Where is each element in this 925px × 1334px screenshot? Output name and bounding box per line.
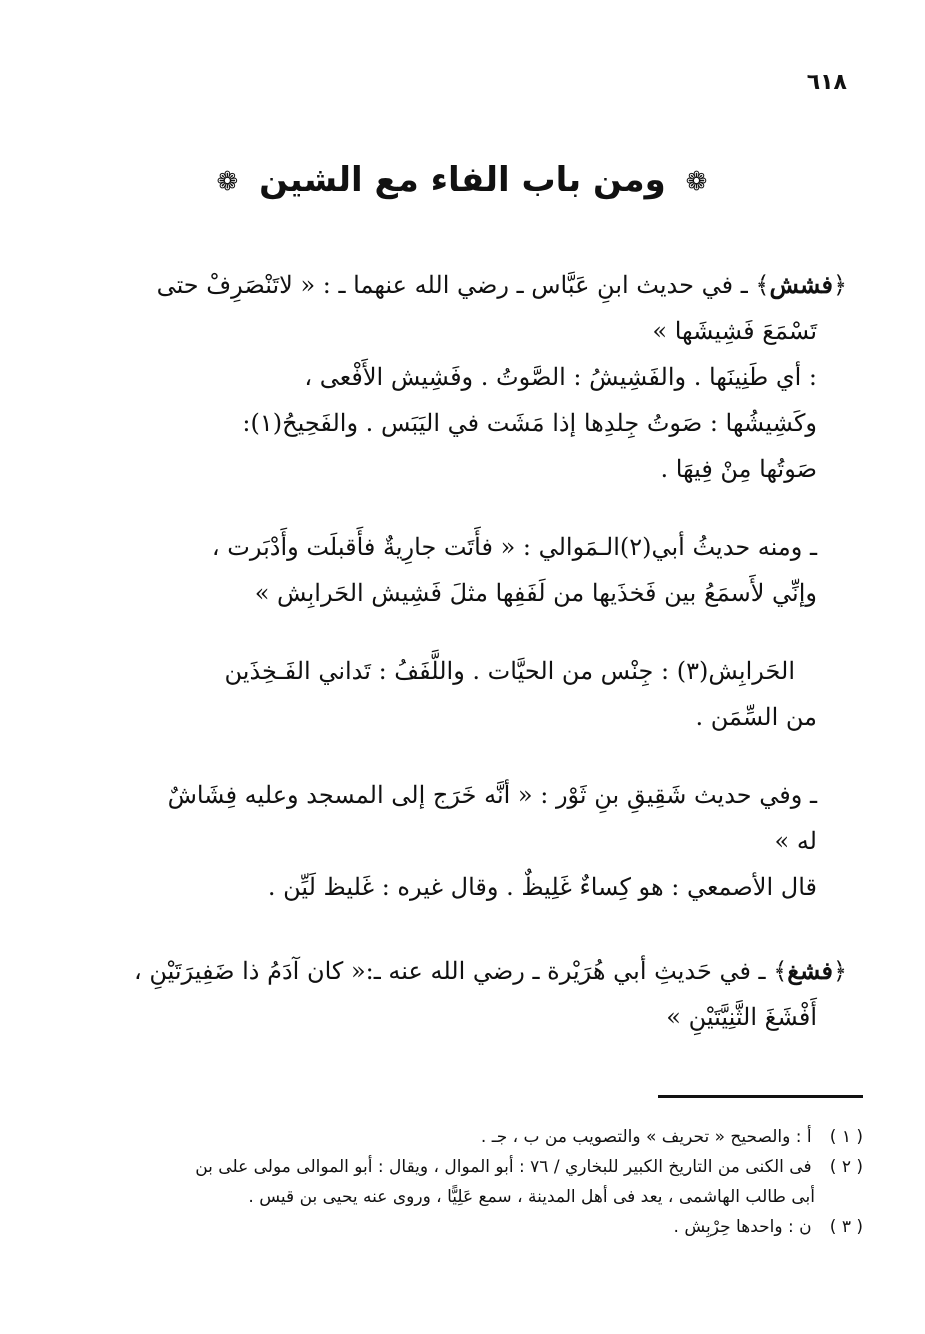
footnote-continuation: أبى طالب الهاشمى ، يعد فى أهل المدينة ، سمع عَلِيًّا ، وروى عنه يحيى بن قيس . bbox=[248, 1187, 815, 1207]
entry-line: ـ ومنه حديثُ أبي(٢)الـمَوالي : « فأَتَت جارِيةٌ فأَقبلَت وأَدْبَرت ، bbox=[211, 533, 817, 561]
entry-line: صَوتُها مِنْ فِيهَا . bbox=[660, 455, 817, 483]
footnote-text: ن : واحدها حِرْبِش . bbox=[673, 1217, 812, 1237]
footnote-number: ( ٢ ) bbox=[829, 1157, 863, 1177]
entry-line: من السِّمَن . bbox=[695, 703, 817, 731]
entry-line: : أي طَنِينَها . والفَشِيشُ : الصَّوتُ . وفَشِيش الأَفْعى ، bbox=[304, 363, 817, 391]
entry-line: له » bbox=[774, 827, 817, 855]
entry-line: الحَرابِش(٣) : جِنْس من الحيَّات . واللَّفَفُ : تَداني الفَـخِذَين bbox=[224, 657, 795, 685]
ornament-right-icon: ❁ bbox=[685, 166, 709, 197]
footnote-number: ( ٣ ) bbox=[829, 1217, 863, 1237]
entry-line bbox=[87, 948, 847, 994]
entry-alharabish bbox=[87, 648, 847, 740]
footnote-text: فى الكنى من التاريخ الكبير للبخاري / ٧٦ : أبو الموال ، ويقال : أبو الموالى مولى على بن bbox=[195, 1157, 812, 1177]
entry-text: ـ في حديث ابنِ عَبَّاس ـ رضي الله عنهما ـ : « لاتَنْصَرِفْ حتى bbox=[156, 271, 748, 299]
entry-line: تَسْمَعَ فَشِيشَها » bbox=[652, 317, 817, 345]
entry-fashgh bbox=[87, 948, 847, 1040]
entry-shaqiq bbox=[87, 772, 847, 910]
ornament-left-icon: ❁ bbox=[216, 166, 240, 197]
entry-text: ـ في حَديثِ أبي هُرَيْرة ـ رضي الله عنه ـ:« كان آدَمُ ذا ضَفِيرَتَيْنِ ، bbox=[133, 957, 766, 985]
headword: ﴿فشغ﴾ bbox=[773, 956, 847, 985]
entry-line: وإنِّي لأَسمَعُ بين فَخذَيها من لَفَفِها مثلَ فَشِيش الحَرابِش » bbox=[254, 579, 817, 607]
entry-line bbox=[87, 262, 847, 308]
footnotes bbox=[63, 1122, 863, 1242]
chapter-title-text: ومن باب الفاء مع الشين bbox=[259, 160, 666, 200]
entry-line: أَفْشَغَ الثَّنِيَّتَيْنِ » bbox=[666, 1003, 817, 1031]
entry-fashsh bbox=[87, 262, 847, 492]
page-number: ٦١٨ bbox=[806, 70, 847, 95]
footnote bbox=[63, 1152, 863, 1182]
entry-line: وكَشِيشُها : صَوتُ جِلدِها إذا مَشَت في اليَبَس . والفَحِيحُ(١): bbox=[242, 409, 817, 437]
footnote-rule bbox=[658, 1095, 863, 1098]
entry-line: ـ وفي حديث شَقِيقِ بنِ ثَوْر : « أنَّه خَرَج إلى المسجد وعليه فِشَاشٌ bbox=[167, 781, 817, 809]
entry-line: قال الأصمعي : هو كِساءٌ غَلِيظٌ . وقال غيره : غَليظ لَيِّن . bbox=[267, 873, 817, 901]
footnote-text: أ : والصحيح « تحريف » والتصويب من ب ، جـ . bbox=[480, 1127, 812, 1147]
footnote-number: ( ١ ) bbox=[829, 1127, 863, 1147]
footnote bbox=[63, 1212, 863, 1242]
chapter-title bbox=[0, 160, 925, 200]
footnote bbox=[63, 1122, 863, 1152]
headword: ﴿فشش﴾ bbox=[755, 270, 847, 299]
entry-hadith-abi-almawali bbox=[87, 524, 847, 616]
